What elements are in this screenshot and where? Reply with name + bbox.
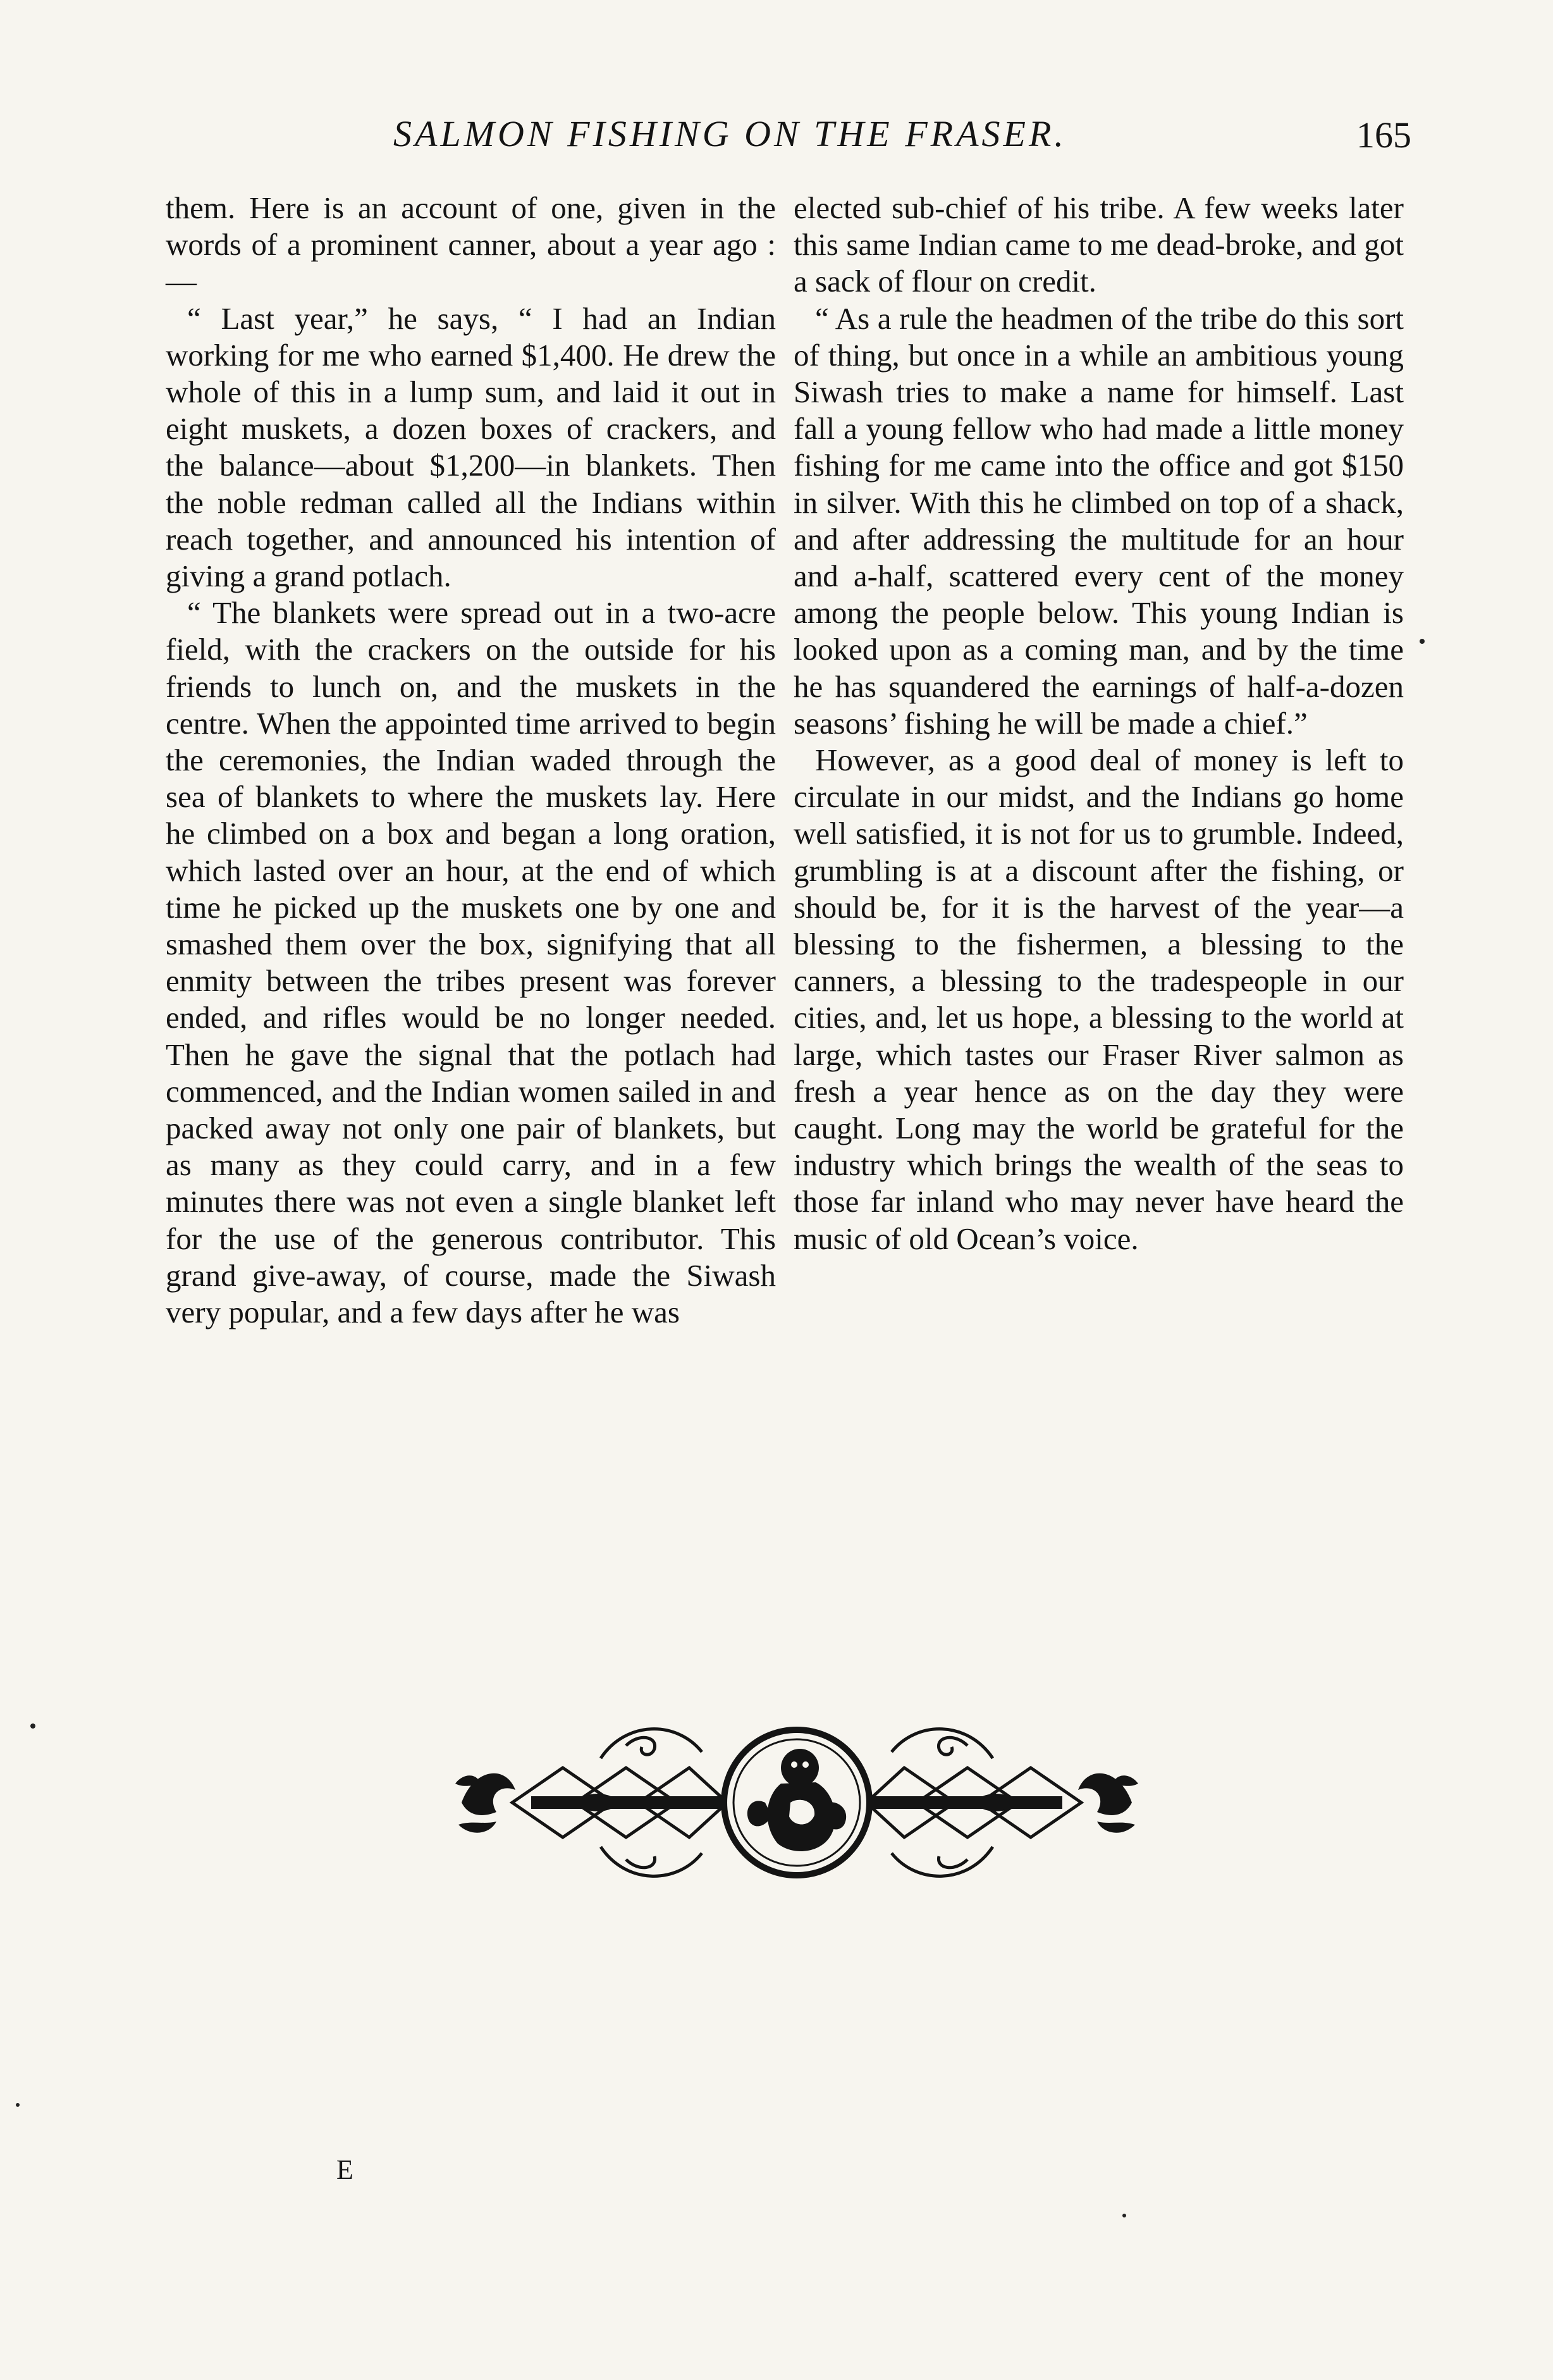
left-paragraph-1: them. Here is an account of one, given in the words of a prominent canner, about a year ago :— [166,190,776,299]
signature-mark: E [336,2154,353,2185]
left-column [166,190,776,1331]
right-paragraph-2: “ As a rule the headmen of the tribe do this sort of thing, but once in a while an ambitious young Siwash tries to make a name for himself. Last fall a young fellow who had made a little money fishing for me came into the office and got $150 in silver. With this he climbed on top of a shack, and after addressing the multitude for an hour and a-half, scattered every cent of the money among the people below. This young Indian is looked upon as a coming man, and by the time he has squandered the earnings of half-a-dozen seasons’ fishing he will be made a chief.” [794,300,1404,741]
page-header [166,113,1411,163]
print-speck [30,1723,35,1729]
running-head: SALMON FISHING ON THE FRASER. [393,113,1067,154]
left-paragraph-2: “ Last year,” he says, “ I had an Indian working for me who earned $1,400. He drew the whole of this in a lump sum, and laid it out in eight muskets, a dozen boxes of crackers, and the balance—about $1,200—in blankets. Then the noble redman called all the Indians within reach together, and announced his intention of giving a grand potlach. [166,300,776,594]
left-paragraph-3: “ The blankets were spread out in a two-acre field, with the crackers on the outside for his friends to lunch on, and the muskets in the centre. When the appointed time arrived to begin the ceremonies, the Indian waded through the sea of blankets to where the muskets lay. Here he climbed on a box and began a long oration, which lasted over an hour, at the end of which time he picked up the muskets one by one and smashed them over the box, signifying that all enmity between the tribes present was forever ended, and rifles would be no longer needed. Then he gave the signal that the potlach had commenced, and the Indian women sailed in and packed away not only one pair of blankets, but as many as they could carry, and in a few minutes there was not even a single blanket left for the use of the generous contributor. This grand give-away, of course, made the Siwash very popular, and a few days after he was [166,595,776,1330]
page-number: 165 [1356,114,1411,156]
print-speck [1122,2214,1126,2217]
right-paragraph-1: elected sub-chief of his tribe. A few weeks later this same Indian came to me dead-broke, and got a sack of flour on credit. [794,190,1404,299]
cherub-vignette-icon [436,1708,1157,1897]
print-speck [16,2103,20,2107]
right-column [794,190,1404,1257]
print-speck [1420,639,1425,644]
right-paragraph-3: However, as a good deal of money is left to circulate in our midst, and the Indians go home well satisfied, it is not for us to grumble. Indeed, grumbling is at a discount after the fishing, or should be, for it is the harvest of the year—a blessing to the fishermen, a blessing to the canners, a blessing to the tradespeople in our cities, and, let us hope, a blessing to the world at large, which tastes our Fraser River salmon as fresh a year hence as on the day they were caught. Long may the world be grateful for the industry which brings the wealth of the seas to those far inland who may never have heard the music of old Ocean’s voice. [794,743,1404,1256]
